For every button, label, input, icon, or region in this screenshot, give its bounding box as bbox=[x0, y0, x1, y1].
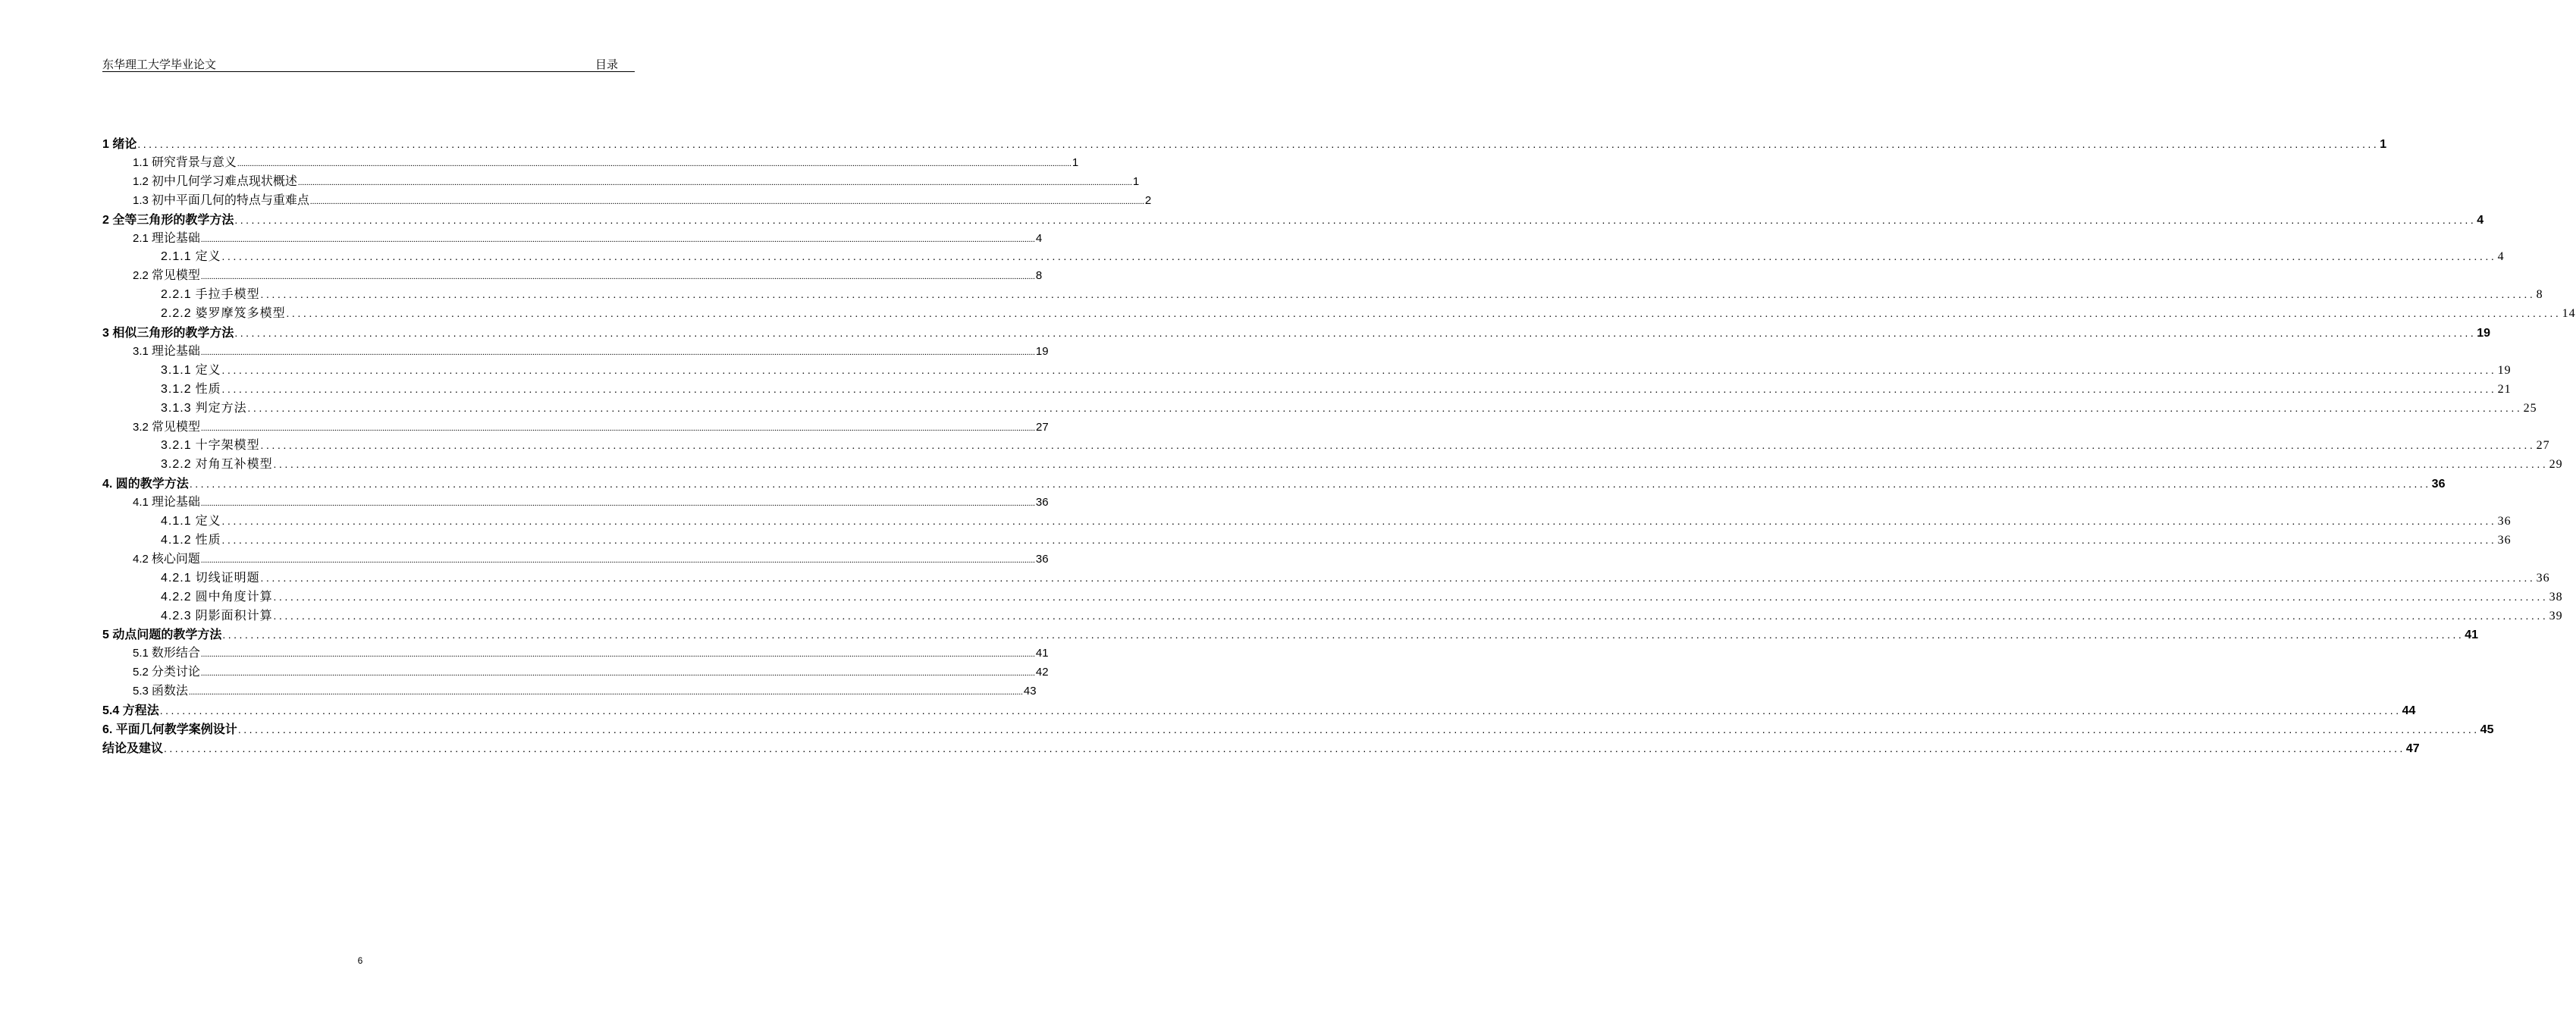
toc-entry[interactable] bbox=[133, 230, 1043, 248]
toc-entry-label bbox=[133, 644, 200, 663]
toc-entry-number: 1.3 bbox=[133, 193, 149, 207]
toc-entry[interactable] bbox=[133, 343, 1049, 361]
toc-entry-label bbox=[161, 607, 273, 626]
toc-entry-label bbox=[133, 550, 200, 569]
toc-leader-dots: ................................................................................................................................................................................................................................................................................................................................................................................................................ bbox=[200, 555, 1035, 565]
toc-entry-page: 36 bbox=[1035, 552, 1049, 566]
toc-entry-number: 2.2.1 bbox=[161, 288, 192, 302]
toc-entry[interactable] bbox=[161, 437, 2550, 455]
toc-entry-page: 39 bbox=[2549, 609, 2563, 622]
toc-entry-page: 14 bbox=[2562, 307, 2576, 321]
toc-entry-label bbox=[102, 740, 163, 758]
toc-entry-label bbox=[161, 248, 221, 266]
toc-leader-dots: ................................................................................................................................................................................................................................................................................................................................................................................................................ bbox=[221, 384, 2497, 396]
toc-entry[interactable] bbox=[102, 324, 2491, 342]
toc-entry-page: 8 bbox=[1035, 269, 1043, 283]
toc-entry-title: 结论及建议 bbox=[102, 742, 164, 755]
toc-entry-title: 常见模型 bbox=[152, 420, 201, 434]
toc-entry[interactable] bbox=[133, 550, 1049, 569]
toc-leader-dots: ................................................................................................................................................................................................................................................................................................................................................................................................................ bbox=[164, 742, 2405, 754]
toc-entry-title: 分类讨论 bbox=[151, 666, 200, 679]
toc-entry-label bbox=[133, 343, 200, 361]
toc-entry-label bbox=[161, 569, 260, 588]
toc-entry-label bbox=[133, 230, 200, 248]
toc-entry-title: 理论基础 bbox=[151, 231, 200, 245]
toc-entry-page: 2 bbox=[1144, 193, 1152, 207]
toc-leader-dots: ................................................................................................................................................................................................................................................................................................................................................................................................................ bbox=[260, 572, 2536, 585]
toc-entry-number: 5.3 bbox=[133, 685, 149, 698]
toc-entry-page: 19 bbox=[1035, 344, 1049, 358]
header-section-title: 目录 bbox=[595, 59, 618, 71]
toc-leader-dots: ................................................................................................................................................................................................................................................................................................................................................................................................................ bbox=[273, 610, 2549, 622]
toc-entry-page: 41 bbox=[1035, 647, 1049, 660]
toc-leader-dots: ................................................................................................................................................................................................................................................................................................................................................................................................................ bbox=[200, 347, 1035, 357]
toc-entry-page: 45 bbox=[2480, 723, 2494, 736]
toc-entry-title: 圆的教学方法 bbox=[115, 478, 189, 491]
toc-entry-label bbox=[102, 626, 221, 644]
toc-leader-dots: ................................................................................................................................................................................................................................................................................................................................................................................................................ bbox=[200, 272, 1035, 282]
toc-entry-title: 方程法 bbox=[122, 704, 159, 717]
toc-entry-number: 5.1 bbox=[133, 647, 149, 660]
toc-entry-title: 定义 bbox=[195, 515, 221, 528]
toc-entry-label bbox=[161, 362, 221, 380]
toc-entry-page: 8 bbox=[2536, 288, 2543, 302]
toc-entry[interactable] bbox=[133, 192, 1152, 210]
toc-entry-number: 3.1 bbox=[133, 344, 149, 358]
toc-entry-number: 4.2.3 bbox=[161, 609, 192, 622]
toc-entry[interactable] bbox=[161, 381, 2512, 399]
toc-entry-page: 4 bbox=[2497, 250, 2505, 264]
toc-entry-title: 研究背景与意义 bbox=[151, 155, 237, 169]
toc-entry-title: 定义 bbox=[195, 250, 221, 264]
toc-entry[interactable] bbox=[133, 419, 1049, 437]
toc-entry-page: 41 bbox=[2465, 629, 2479, 642]
toc-entry-number: 3 bbox=[102, 327, 109, 340]
toc-entry-page: 4 bbox=[2477, 213, 2484, 227]
toc-entry-page: 36 bbox=[1035, 496, 1049, 510]
toc-entry[interactable] bbox=[161, 456, 2563, 474]
toc-entry[interactable] bbox=[161, 305, 2576, 323]
toc-leader-dots: ................................................................................................................................................................................................................................................................................................................................................................................................................ bbox=[273, 459, 2549, 472]
toc-entry-number: 4.2.1 bbox=[161, 571, 192, 585]
toc-entry-number: 2.1.1 bbox=[161, 250, 192, 264]
toc-entry-page: 36 bbox=[2431, 478, 2446, 491]
toc-entry-label bbox=[133, 663, 200, 682]
toc-entry-title: 动点问题的教学方法 bbox=[112, 629, 222, 642]
toc-entry[interactable] bbox=[102, 701, 2416, 720]
toc-entry[interactable] bbox=[161, 607, 2563, 626]
toc-leader-dots: ................................................................................................................................................................................................................................................................................................................................................................................................................ bbox=[201, 423, 1036, 433]
toc-entry-number: 2.1 bbox=[133, 231, 149, 245]
toc-entry-label bbox=[102, 212, 234, 230]
toc-entry-label bbox=[133, 173, 297, 191]
toc-leader-dots: ................................................................................................................................................................................................................................................................................................................................................................................................................ bbox=[260, 441, 2536, 453]
toc-entry-number: 4.2 bbox=[133, 552, 149, 566]
toc-entry-number: 2.2 bbox=[133, 269, 149, 283]
toc-leader-dots: ................................................................................................................................................................................................................................................................................................................................................................................................................ bbox=[247, 403, 2523, 415]
toc-entry[interactable] bbox=[102, 739, 2420, 757]
toc-entry-title: 对角互补模型 bbox=[195, 458, 273, 472]
toc-entry-label bbox=[161, 286, 260, 304]
toc-entry-page: 1 bbox=[1072, 155, 1079, 169]
toc-entry-page: 21 bbox=[2497, 382, 2512, 396]
toc-leader-dots: ................................................................................................................................................................................................................................................................................................................................................................................................................ bbox=[286, 309, 2562, 321]
toc-entry-title: 定义 bbox=[195, 363, 221, 377]
toc-entry-title: 平面几何教学案例设计 bbox=[115, 723, 237, 736]
toc-leader-dots: ................................................................................................................................................................................................................................................................................................................................................................................................................ bbox=[273, 591, 2549, 604]
toc-entry-number: 4.1.1 bbox=[161, 515, 192, 528]
toc-entry-page: 38 bbox=[2549, 590, 2563, 604]
toc-entry[interactable] bbox=[161, 588, 2563, 607]
toc-entry-number: 3.1.1 bbox=[161, 363, 192, 377]
toc-entry-page: 1 bbox=[2380, 138, 2387, 151]
toc-entry-title: 核心问题 bbox=[151, 552, 200, 566]
toc-entry-number: 5.4 bbox=[102, 704, 120, 717]
page-number: 6 bbox=[357, 955, 363, 966]
toc-leader-dots: ................................................................................................................................................................................................................................................................................................................................................................................................................ bbox=[221, 535, 2497, 547]
toc-entry-page: 1 bbox=[1132, 174, 1140, 188]
toc-entry-label bbox=[133, 267, 200, 285]
toc-leader-dots: ................................................................................................................................................................................................................................................................................................................................................................................................................ bbox=[237, 158, 1072, 168]
toc-entry-title: 全等三角形的教学方法 bbox=[112, 213, 234, 227]
header-thesis-title: 东华理工大学毕业论文 bbox=[102, 59, 217, 71]
toc-leader-dots: ................................................................................................................................................................................................................................................................................................................................................................................................................ bbox=[234, 327, 2477, 339]
page-header bbox=[102, 56, 635, 72]
toc-entry[interactable] bbox=[102, 626, 2479, 644]
toc-entry-label bbox=[161, 381, 221, 399]
toc-entry-number: 3.1.3 bbox=[161, 401, 192, 415]
toc-entry[interactable] bbox=[102, 475, 2446, 493]
toc-entry-label bbox=[102, 702, 159, 720]
toc-entry[interactable] bbox=[133, 267, 1043, 285]
toc-leader-dots: ................................................................................................................................................................................................................................................................................................................................................................................................................ bbox=[234, 213, 2477, 226]
toc-entry-title: 婆罗摩笈多模型 bbox=[195, 307, 286, 321]
toc-entry[interactable] bbox=[161, 513, 2512, 531]
toc-entry-title: 性质 bbox=[195, 382, 221, 396]
toc-entry[interactable] bbox=[161, 362, 2512, 380]
toc-entry-label bbox=[133, 154, 237, 172]
toc-entry-page: 27 bbox=[2536, 439, 2550, 453]
toc-leader-dots: ................................................................................................................................................................................................................................................................................................................................................................................................................ bbox=[309, 196, 1144, 206]
toc-entry-label bbox=[161, 588, 273, 607]
toc-entry[interactable] bbox=[133, 154, 1079, 172]
toc-entry-label bbox=[133, 494, 200, 512]
toc-entry[interactable] bbox=[161, 531, 2512, 550]
toc-entry[interactable] bbox=[161, 400, 2537, 418]
toc-leader-dots: ................................................................................................................................................................................................................................................................................................................................................................................................................ bbox=[200, 650, 1035, 660]
toc-entry-page: 19 bbox=[2477, 327, 2491, 340]
toc-entry[interactable] bbox=[133, 682, 1037, 701]
toc-entry-title: 手拉手模型 bbox=[195, 288, 260, 302]
toc-entry-number: 3.1.2 bbox=[161, 382, 192, 396]
toc-entry-title: 常见模型 bbox=[151, 269, 200, 283]
toc-entry-label bbox=[161, 531, 221, 550]
toc-entry-label bbox=[161, 400, 247, 418]
toc-entry-label bbox=[102, 136, 136, 154]
toc-leader-dots: ................................................................................................................................................................................................................................................................................................................................................................................................................ bbox=[221, 365, 2497, 377]
toc-entry-page: 19 bbox=[2497, 363, 2512, 377]
toc-entry[interactable] bbox=[161, 569, 2550, 588]
toc-entry[interactable] bbox=[102, 720, 2494, 738]
toc-entry-title: 函数法 bbox=[151, 685, 188, 698]
toc-entry-label bbox=[161, 513, 221, 531]
toc-entry-label bbox=[161, 456, 273, 474]
toc-leader-dots: ................................................................................................................................................................................................................................................................................................................................................................................................................ bbox=[200, 499, 1035, 509]
toc-entry[interactable] bbox=[161, 248, 2505, 266]
toc-entry-title: 十字架模型 bbox=[195, 439, 260, 453]
toc-entry-title: 切线证明题 bbox=[195, 571, 260, 585]
toc-entry-label bbox=[161, 437, 260, 455]
toc-entry[interactable] bbox=[133, 663, 1049, 682]
toc-entry-number: 1.1 bbox=[133, 155, 149, 169]
toc-leader-dots: ................................................................................................................................................................................................................................................................................................................................................................................................................ bbox=[221, 252, 2497, 264]
toc-entry-number: 5.2 bbox=[133, 666, 149, 679]
toc-leader-dots: ................................................................................................................................................................................................................................................................................................................................................................................................................ bbox=[222, 629, 2465, 641]
toc-entry-page: 4 bbox=[1035, 231, 1043, 245]
toc-entry-title: 理论基础 bbox=[151, 344, 200, 358]
toc-entry[interactable] bbox=[133, 494, 1049, 512]
toc-entry-label bbox=[102, 325, 234, 343]
toc-entry-page: 42 bbox=[1035, 666, 1049, 679]
toc-entry-page: 43 bbox=[1023, 685, 1037, 698]
toc-leader-dots: ................................................................................................................................................................................................................................................................................................................................................................................................................ bbox=[297, 177, 1132, 187]
toc-leader-dots: ................................................................................................................................................................................................................................................................................................................................................................................................................ bbox=[221, 516, 2497, 528]
toc-entry-page: 36 bbox=[2536, 571, 2550, 585]
toc-entry[interactable] bbox=[133, 173, 1140, 191]
toc-entry-title: 相似三角形的教学方法 bbox=[112, 327, 234, 340]
toc-entry-page: 36 bbox=[2497, 515, 2512, 528]
toc-entry-number: 1 bbox=[102, 138, 109, 151]
toc-leader-dots: ................................................................................................................................................................................................................................................................................................................................................................................................................ bbox=[200, 234, 1035, 244]
toc-entry-label bbox=[102, 721, 237, 739]
toc-entry-number: 4.1.2 bbox=[161, 533, 192, 547]
toc-entry-title: 性质 bbox=[195, 533, 221, 547]
toc-entry[interactable] bbox=[102, 135, 2387, 153]
toc-entry-page: 36 bbox=[2497, 533, 2512, 547]
toc-entry-title: 理论基础 bbox=[151, 496, 200, 510]
toc-entry-number: 3.2.2 bbox=[161, 458, 192, 472]
toc-entry-title: 初中平面几何的特点与重难点 bbox=[151, 193, 309, 207]
toc-entry-label bbox=[102, 475, 189, 494]
toc-entry-page: 29 bbox=[2549, 458, 2563, 472]
toc-entry-number: 3.2 bbox=[133, 420, 152, 434]
toc-entry-title: 阴影面积计算 bbox=[195, 609, 273, 622]
toc-entry-number: 4.2.2 bbox=[161, 590, 192, 604]
toc-entry-number: 2.2.2 bbox=[161, 307, 192, 321]
toc-entry-page: 47 bbox=[2405, 742, 2420, 755]
toc-entry-number: 5 bbox=[102, 629, 109, 642]
toc-leader-dots: ................................................................................................................................................................................................................................................................................................................................................................................................................ bbox=[189, 478, 2431, 491]
toc-leader-dots: ................................................................................................................................................................................................................................................................................................................................................................................................................ bbox=[200, 669, 1035, 679]
toc-entry-label bbox=[133, 192, 309, 210]
toc-entry-page: 25 bbox=[2523, 401, 2537, 415]
toc-entry-title: 判定方法 bbox=[195, 401, 247, 415]
toc-entry-number: 1.2 bbox=[133, 174, 149, 188]
toc-leader-dots: ................................................................................................................................................................................................................................................................................................................................................................................................................ bbox=[159, 704, 2402, 716]
toc-entry-number: 4.1 bbox=[133, 496, 149, 510]
toc-entry-label bbox=[133, 419, 200, 437]
toc-entry-label bbox=[161, 305, 286, 323]
toc-entry[interactable] bbox=[161, 286, 2543, 304]
toc-entry[interactable] bbox=[102, 211, 2484, 229]
toc-entry-title: 初中几何学习难点现状概述 bbox=[151, 174, 297, 188]
toc-entry[interactable] bbox=[133, 644, 1049, 663]
toc-leader-dots: ................................................................................................................................................................................................................................................................................................................................................................................................................ bbox=[237, 723, 2480, 735]
toc-entry-page: 44 bbox=[2402, 704, 2416, 717]
toc-entry-title: 圆中角度计算 bbox=[195, 590, 273, 604]
toc-entry-page: 27 bbox=[1036, 420, 1049, 434]
toc-leader-dots: ................................................................................................................................................................................................................................................................................................................................................................................................................ bbox=[260, 290, 2536, 302]
toc-entry-number: 3.2.1 bbox=[161, 439, 192, 453]
toc-entry-number: 4. bbox=[102, 478, 113, 491]
toc-leader-dots: ................................................................................................................................................................................................................................................................................................................................................................................................................ bbox=[188, 688, 1023, 698]
toc-entry-label bbox=[133, 682, 188, 701]
toc-entry-number: 6. bbox=[102, 723, 113, 736]
toc-entry-number: 2 bbox=[102, 213, 109, 227]
toc-leader-dots: ................................................................................................................................................................................................................................................................................................................................................................................................................ bbox=[137, 138, 2380, 150]
toc-entry-title: 绪论 bbox=[112, 138, 137, 151]
toc-entry-title: 数形结合 bbox=[151, 647, 200, 660]
